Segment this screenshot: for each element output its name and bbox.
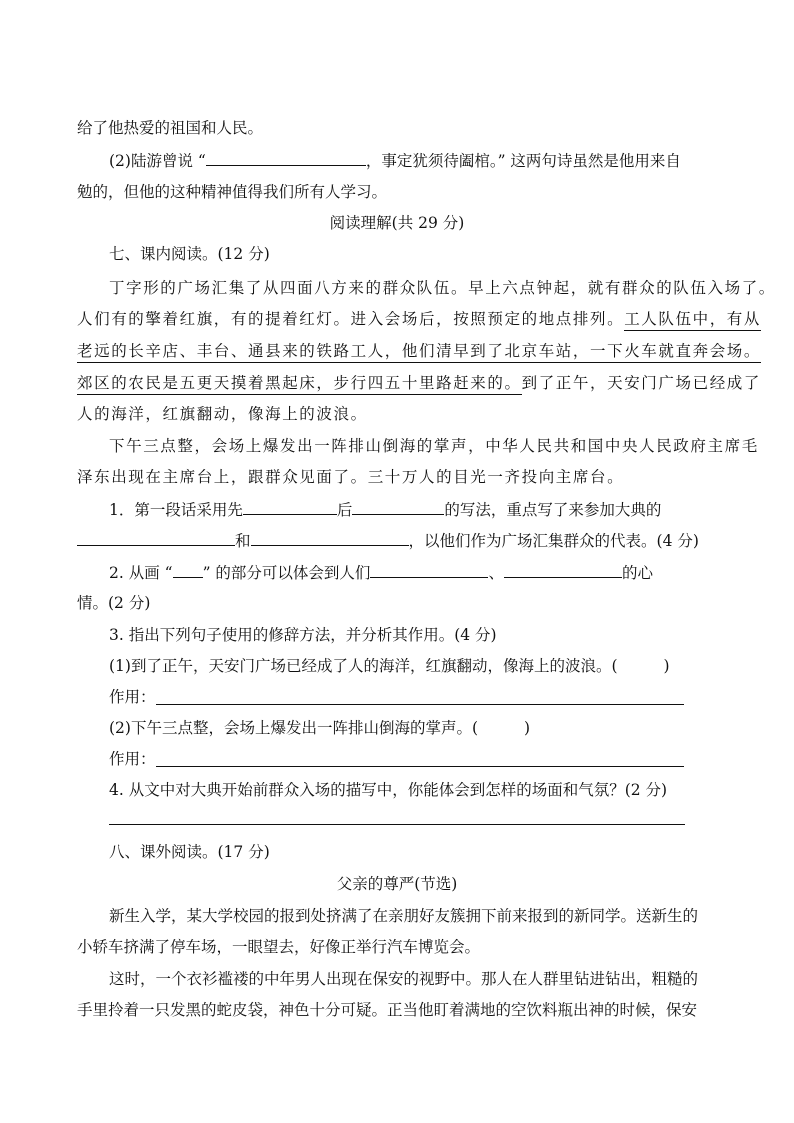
section7-heading: 七、课内阅读。(12 分) [109, 245, 270, 263]
answer-line[interactable] [156, 766, 684, 767]
article-title: 父亲的尊严(节选) [336, 875, 458, 893]
question-2-cont: 情。(2 分) [77, 594, 151, 612]
article-line: 这时，一个衣衫褴褛的中年男人出现在保安的视野中。那人在人群里钻进钻出，粗糙的 [109, 970, 699, 988]
q-text: ，事定犹须待阖棺。” 这两句诗虽然是他用来自 [365, 152, 681, 170]
article-line: 新生入学，某大学校园的报到处挤满了在亲朋好友簇拥下前来报到的新同学。送新生的 [109, 907, 699, 925]
question-2 [109, 562, 749, 583]
section8-heading: 八、课外阅读。(17 分) [109, 843, 270, 861]
answer-blank[interactable] [243, 499, 337, 515]
q-text: 、 [488, 564, 504, 582]
q-text: (1)到了正午，天安门广场已经成了人的海洋，红旗翻动，像海上的波浪。( [109, 657, 618, 675]
q-text: ) [524, 719, 531, 737]
poem-question-2 [109, 150, 749, 171]
passage-line [77, 309, 762, 329]
underlined-text: 郊区的农民是五更天摸着黑起床，步行四五十里路赶来的。 [77, 374, 522, 395]
q-text: 后 [336, 501, 353, 519]
answer-line[interactable] [109, 824, 685, 825]
underlined-text: 工人队伍中，有从 [624, 310, 761, 331]
answer-blank[interactable] [77, 530, 235, 546]
poem-answer-line: 给了他热爱的祖国和人民。 [77, 119, 264, 137]
q-text: ) [663, 657, 670, 675]
answer-blank[interactable] [352, 499, 444, 515]
answer-blank[interactable] [206, 150, 366, 166]
q-text: (2)陆游曾说 “ [109, 152, 206, 170]
answer-blank[interactable] [370, 562, 488, 578]
q-text: ，以他们作为广场汇集群众的代表。(4 分) [408, 532, 699, 550]
passage-text: 人们有的擎着红旗，有的提着红灯。进入会场后，按照预定的地点排列。 [77, 310, 625, 328]
q-text: 1．第一段话采用先 [109, 501, 243, 519]
question-1-cont [77, 530, 717, 551]
passage-line [77, 373, 762, 393]
passage-line: 人的海洋，红旗翻动，像海上的波浪。 [77, 405, 368, 423]
article-line: 小轿车挤满了停车场，一眼望去，好像正举行汽车博览会。 [77, 938, 481, 956]
q-text: 2. 从画 “ [109, 564, 173, 582]
underlined-text: 老远的长辛店、丰台、通县来的铁路工人，他们清早到了北京车站，一下火车就直奔会场。 [77, 342, 761, 363]
answer-blank[interactable] [251, 530, 409, 546]
poem-question-2-cont: 勉的，但他的这种精神值得我们所有人学习。 [77, 183, 388, 201]
question-3-1 [109, 656, 749, 676]
passage-line: 下午三点整，会场上爆发出一阵排山倒海的掌声，中华人民共和国中央人民政府主席毛 [109, 437, 759, 455]
answer-line[interactable] [156, 704, 684, 705]
answer-blank[interactable] [504, 562, 622, 578]
q-text: 的写法，重点写了来参加大典的 [444, 501, 662, 519]
question-3: 3. 指出下列句子使用的修辞方法，并分析其作用。(4 分) [109, 626, 497, 644]
underline-sample [173, 562, 203, 578]
q-text: 和 [235, 532, 251, 550]
passage-line: 丁字形的广场汇集了从四面八方来的群众队伍。早上六点钟起，就有群众的队伍入场了。 [109, 279, 776, 297]
passage-line: 泽东出现在主席台上，跟群众见面了。三十万人的目光一齐投向主席台。 [77, 468, 625, 486]
q-text: 的心 [621, 564, 653, 582]
question-4: 4. 从文中对大典开始前群众入场的描写中，你能体会到怎样的场面和气氛？(2 分) [109, 781, 668, 799]
effect-label: 作用： [109, 688, 156, 706]
question-3-2 [109, 718, 749, 738]
passage-text: 到了正午，天安门广场已经成了 [521, 374, 762, 392]
reading-section-title: 阅读理解(共 29 分) [329, 214, 465, 232]
effect-label: 作用： [109, 750, 156, 768]
q-text: (2)下午三点整，会场上爆发出一阵排山倒海的掌声。( [109, 719, 479, 737]
article-line: 手里拎着一只发黑的蛇皮袋，神色十分可疑。正当他盯着满地的空饮料瓶出神的时候，保安 [77, 1001, 698, 1019]
passage-line [77, 341, 762, 361]
question-1 [109, 499, 749, 520]
q-text: ” 的部分可以体会到人们 [202, 564, 371, 582]
